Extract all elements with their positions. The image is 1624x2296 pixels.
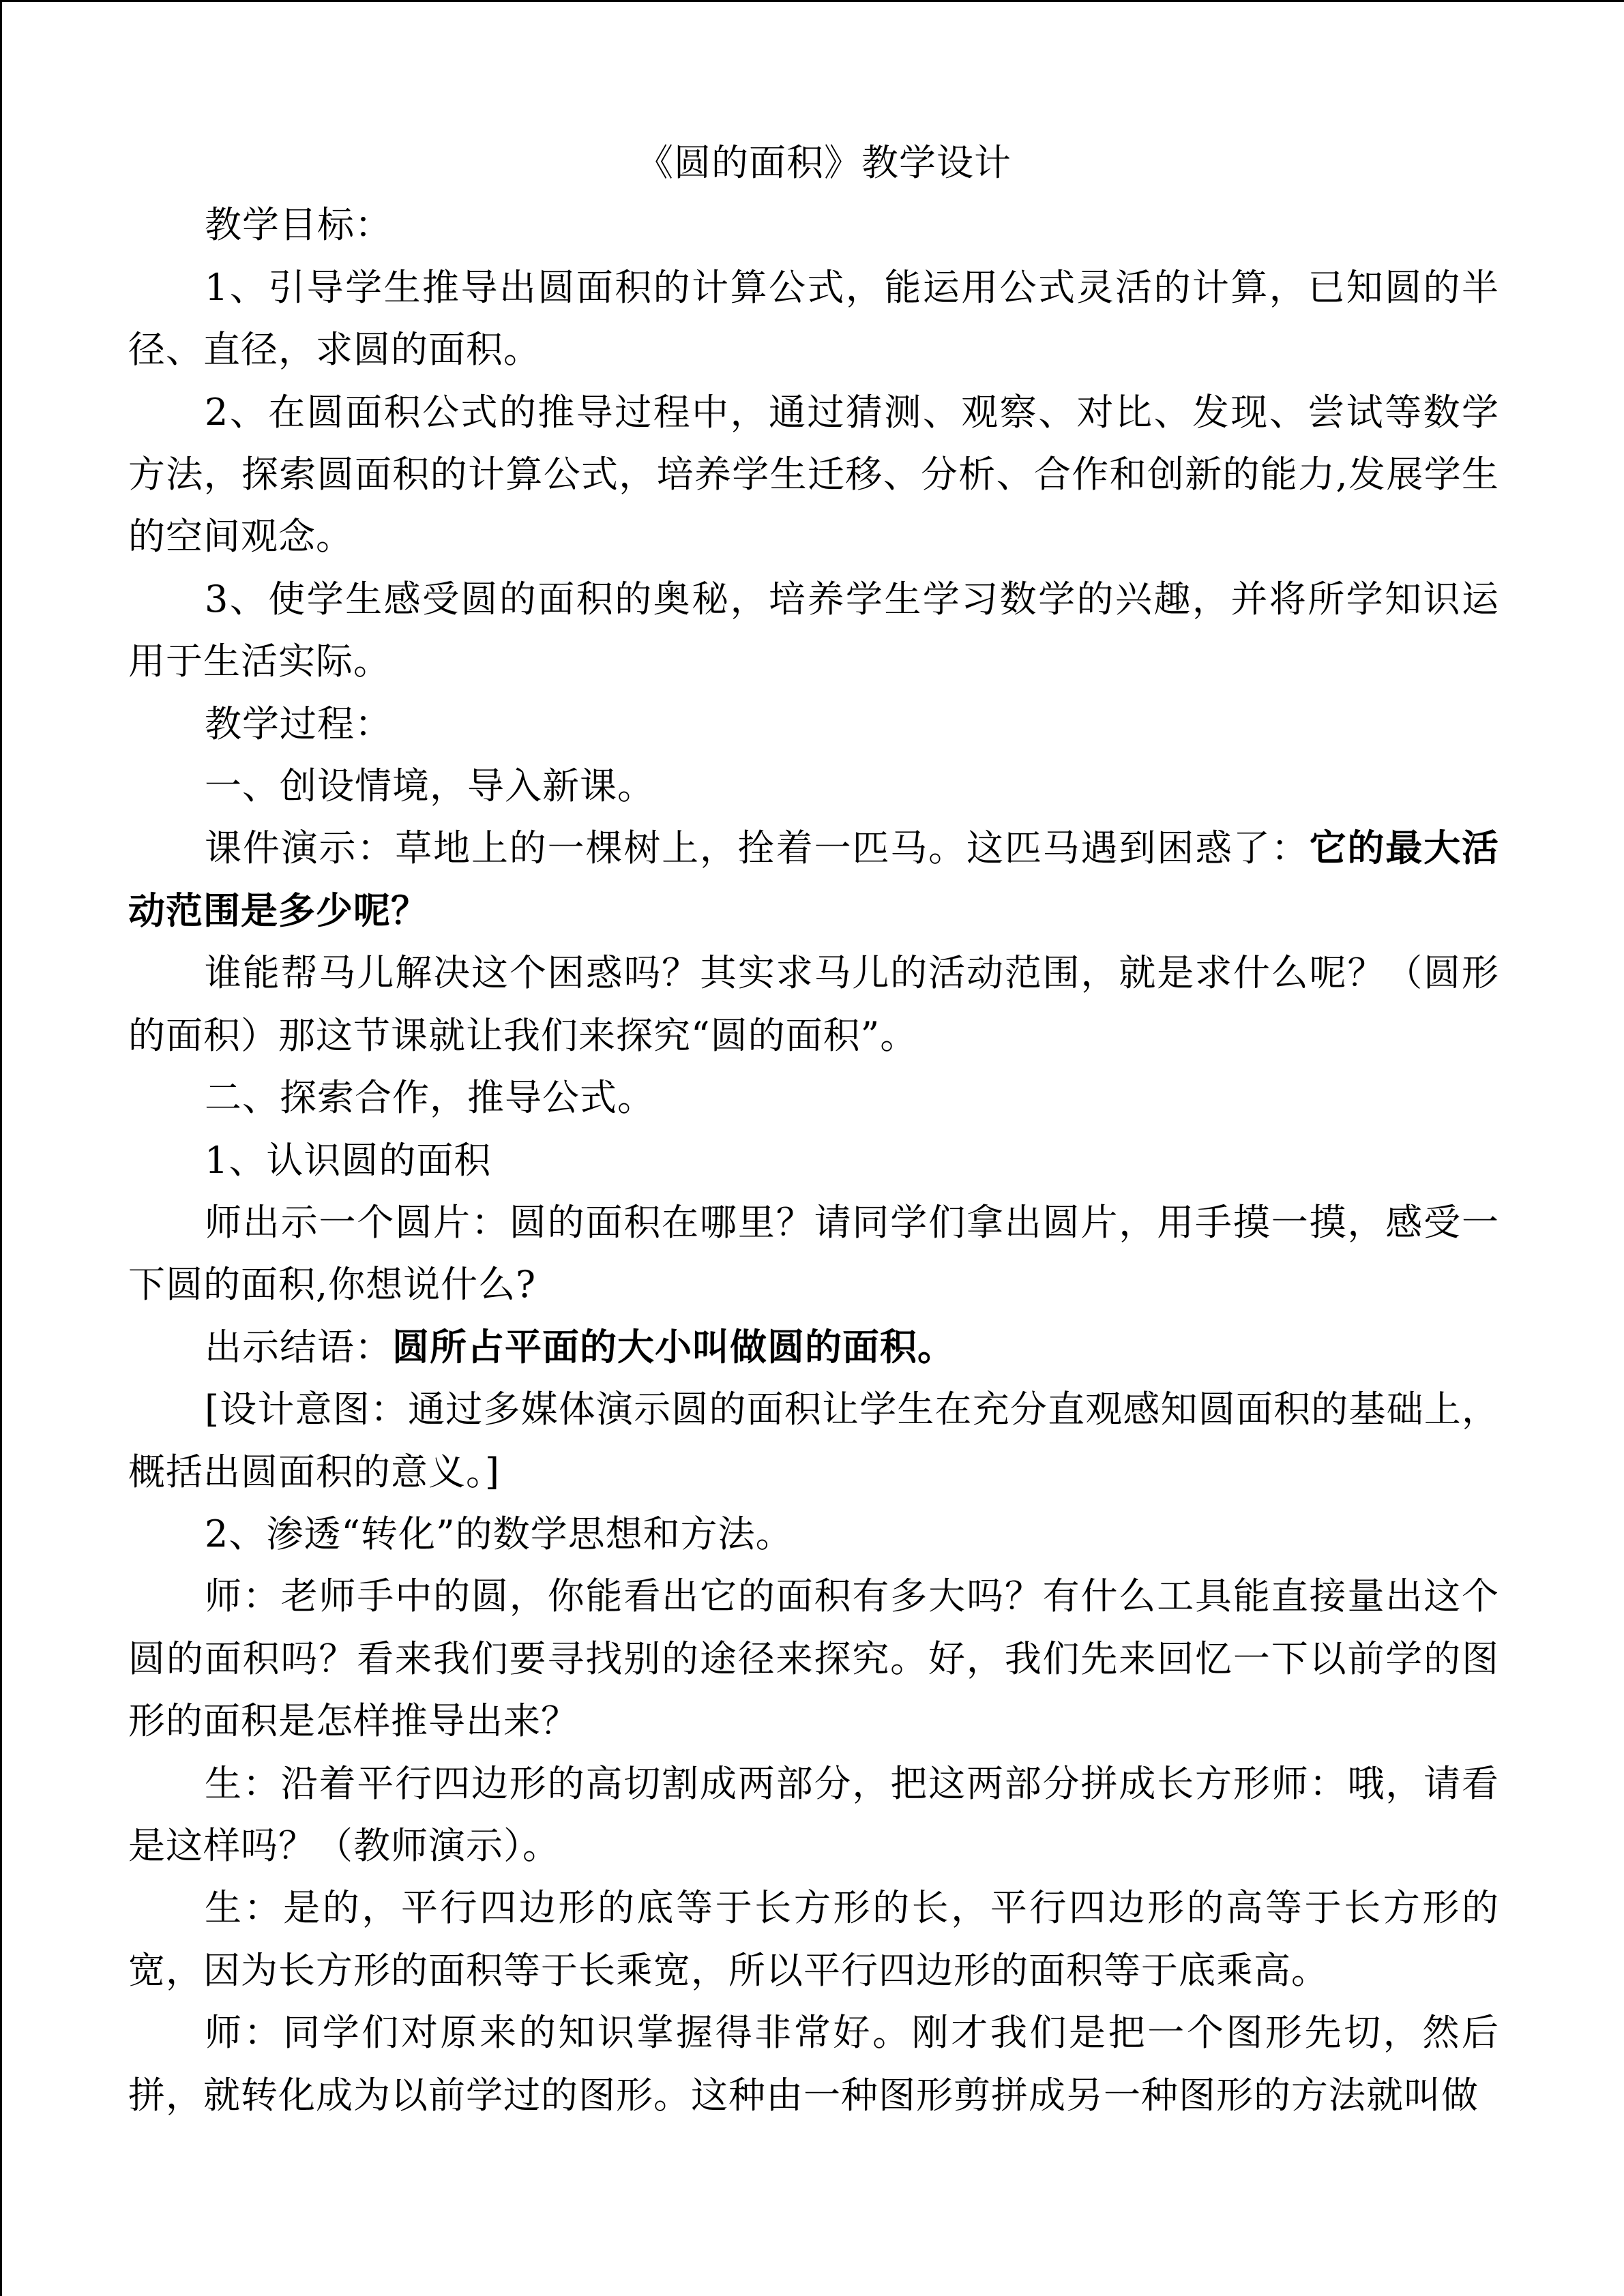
subsection-2-heading: 2、渗透“转化”的数学思想和方法。 [205, 1512, 793, 1555]
section-2-heading: 二、探索合作，推导公式。 [205, 1076, 655, 1120]
teacher-paragraph-2: 师：同学们对原来的知识掌握得非常好。刚才我们是把一个图形先切，然后拼，就转化成为以前学过的图形。这种由一种图形剪拼成另一种图形的方法就叫做 [128, 2011, 1499, 2117]
show-circle-paragraph: 师出示一个圆片：圆的面积在哪里？请同学们拿出圆片，用手摸一摸，感受一下圆的面积,你想说什么? [128, 1200, 1499, 1307]
objective-3: 3、使学生感受圆的面积的奥秘，培养学生学习数学的兴趣，并将所学知识运用于生活实际。 [128, 577, 1499, 683]
demo-text: 课件演示：草地上的一棵树上，拴着一匹马。这匹马遇到困惑了： [205, 826, 1310, 870]
courseware-demo-paragraph [128, 817, 1499, 942]
teacher-paragraph-1: 师：老师手中的圆，你能看出它的面积有多大吗？有什么工具能直接量出这个圆的面积吗？看来我们要寻找别的途径来探究。好，我们先来回忆一下以前学的图形的面积是怎样推导出来？ [128, 1575, 1499, 1743]
conclusion-label: 出示结语： [205, 1325, 392, 1369]
document-body [128, 132, 1499, 2126]
conclusion-paragraph [128, 1316, 1499, 1378]
objectives-heading: 教学目标： [205, 203, 392, 247]
document-title: 《圆的面积》教学设计 [636, 141, 1012, 184]
section-1-heading: 一、创设情境，导入新课。 [205, 764, 655, 808]
design-intent-paragraph: [设计意图：通过多媒体演示圆的面积让学生在充分直观感知圆面积的基础上，概括出圆面积的意义。] [128, 1388, 1499, 1493]
conclusion-bold: 圆所占平面的大小叫做圆的面积。 [392, 1324, 955, 1369]
objective-1: 1、引导学生推导出圆面积的计算公式，能运用公式灵活的计算，已知圆的半径、直径，求圆的面积。 [128, 265, 1499, 372]
question-paragraph: 谁能帮马儿解决这个困惑吗？其实求马儿的活动范围，就是求什么呢？（圆形的面积）那这节课就让我们来探究“圆的面积”。 [128, 951, 1499, 1057]
subsection-1-heading: 1、认识圆的面积 [205, 1138, 492, 1182]
student-paragraph-2: 生：是的，平行四边形的底等于长方形的长，平行四边形的高等于长方形的宽，因为长方形的面积等于长乘宽，所以平行四边形的面积等于底乘高。 [128, 1886, 1499, 1992]
process-heading: 教学过程： [205, 702, 392, 745]
objective-2: 2、在圆面积公式的推导过程中，通过猜测、观察、对比、发现、尝试等数学方法，探索圆面积的计算公式，培养学生迁移、分析、合作和创新的能力,发展学生的空间观念。 [128, 390, 1499, 558]
student-paragraph-1: 生：沿着平行四边形的高切割成两部分，把这两部分拼成长方形师：哦，请看是这样吗？（教师演示）。 [128, 1761, 1499, 1867]
demo-bold-question: 它的最大活动范围是多少呢？ [128, 826, 1500, 932]
